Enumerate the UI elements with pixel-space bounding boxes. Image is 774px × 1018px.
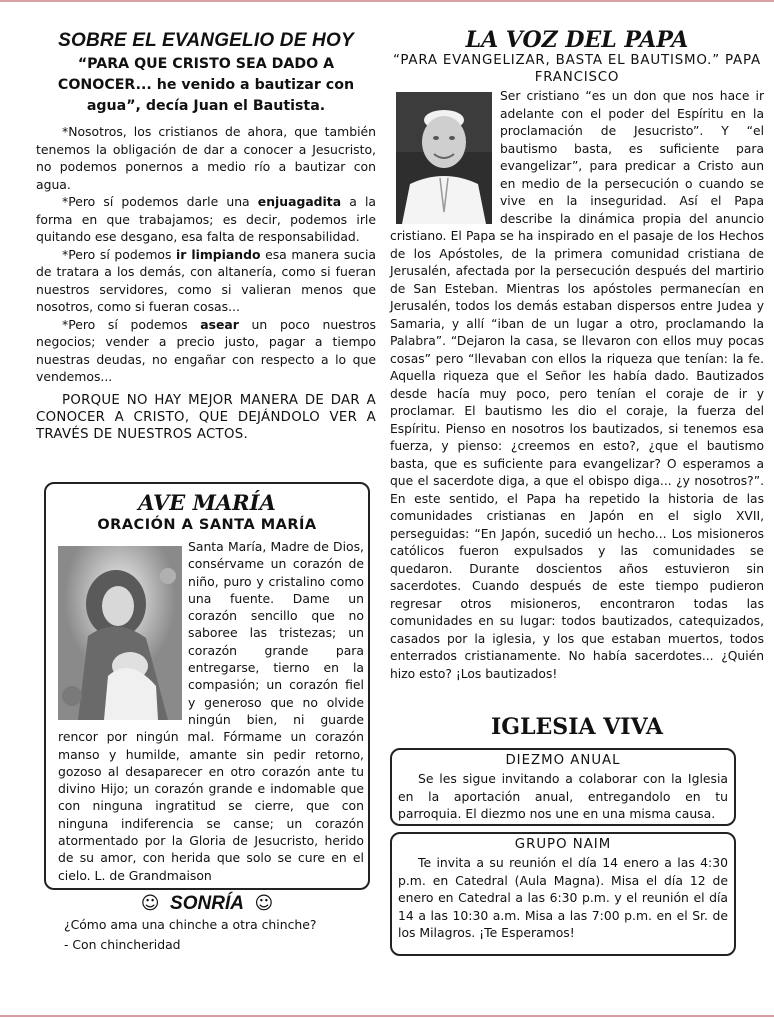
evangelio-quote: “PARA QUE CRISTO SEA DADO A CONOCER... he venido a bautizar con agua”, decía Juan el Bautista. bbox=[57, 56, 355, 114]
grupo-naim-title: GRUPO NAIM bbox=[514, 837, 612, 852]
diezmo-text: Se les sigue invitando a colaborar con la Iglesia en la aportación anual, entregandolo en tu parroquia. El diezmo nos une en una misma causa. bbox=[398, 771, 728, 822]
diezmo-box bbox=[390, 748, 736, 826]
smiley-icon: ☺ bbox=[140, 893, 160, 914]
bottom-border bbox=[0, 1015, 774, 1017]
sonria-heading: SONRÍA bbox=[170, 893, 244, 914]
evangelio-title: SOBRE EL EVANGELIO DE HOY bbox=[58, 30, 354, 51]
pope-francis-photo bbox=[396, 92, 492, 224]
ave-maria-title: AVE MARÍA bbox=[138, 490, 276, 515]
evangelio-closing: PORQUE NO HAY MEJOR MANERA DE DAR A CONOCER A CRISTO, QUE DEJÁNDOLO VER A TRAVÉS DE NUESTROS ACTOS. bbox=[36, 392, 376, 442]
evangelio-paragraph: *Pero sí podemos asear un poco nuestros negocios; vender a precio justo, pagar a tiempo nuestras deudas, no engañar con respecto a lo que vendemos... bbox=[36, 316, 376, 384]
evangelio-paragraph: *Pero sí podemos ir limpiando esa manera sucia de tratara a los demás, con altanería, como si fueran nuestros servidores, como si valieran menos que nosotros, como si fueran cosas... bbox=[36, 246, 376, 314]
voz-del-papa-subtitle: “PARA EVANGELIZAR, BASTA EL BAUTISMO.” PAPA FRANCISCO bbox=[393, 53, 761, 85]
grupo-naim-box bbox=[390, 832, 736, 956]
ave-maria-box bbox=[44, 482, 370, 890]
evangelio-section bbox=[36, 30, 376, 443]
grupo-naim-text: Te invita a su reunión el día 14 enero a las 4:30 p.m. en Catedral (Aula Magna). Misa el día 12 de enero en Catedral a las 6:30 p.m. y el reunión el día 14 a las 10:30 a.m. Misa a las 7:00 p.m. en el Sr. de los Milagros. ¡Te Esperamos! bbox=[398, 855, 728, 941]
virgin-mary-image bbox=[58, 546, 182, 720]
voz-del-papa-article: Ser cristiano “es un don que nos hace ir adelante con el poder del Espíritu en la proclamación de Jesucristo”. Y “el bautismo basta, es suficiente para evangelizar”, para predicar a Cristo aun en medio de la persecución o cuando se vive en la inseguridad. Así el Papa describe la dinámica propia del anuncio cristiano. El Papa se ha inspirado en el pasaje de los Hechos de los Apóstoles, de la primera comunidad cristiana de Jerusalén, afectada por la persecución después del martirio de San Esteban. Mientras los apóstoles permanecían en Jerusalén, todos los demás estaban dispersos entre Judea y Samaria, y allí “iban de un lugar a otro, proclamando la Palabra”. “Dejaron la casa, se llevaron con ellos muy pocas cosas” pero “llevaban con ellos la riqueza que tenían: la fe. Aquella riqueza que el Señor les había dado. Bautizados desde hacía muy poco, pero tenían el coraje de ir y proclamar. El bautismo les dio el coraje, la fuerza del Espíritu. Pienso en nosotros los bautizados, si tenemos esa fuerza, y pienso: ¿creemos en esto?, ¿que el bautismo basta, que es suficiente para evangelizar? O esperamos a que el sacerdote diga, a que el obispo diga... ¿y nosotros?”. En este sentido, el Papa ha repetido la historia de las comunidades cristianas en Japón en el siglo XVII, perseguidas: “En Japón, sucedió un hecho... Los misioneros católicos fueron expulsados y las comunidades se quedaron. Durante doscientos años estuvieron sin sacerdotes. Cuando después de este tiempo pudieron regresar otros misioneros, encontraron todas las comunidades en su lugar: todos bautizados, catequizados, casados por la iglesia, y los que estaban muertos, todos enterrados cristianamente. No había sacerdotes... ¿Quién hizo esto? ¡Los bautizados! bbox=[390, 89, 764, 681]
evangelio-paragraph: *Nosotros, los cristianos de ahora, que también tenemos la obligación de dar a conocer a Jesucristo, no podemos ponernos a medio río a bautizar con agua. bbox=[36, 124, 376, 192]
joke-question: ¿Cómo ama una chinche a otra chinche? bbox=[64, 917, 317, 932]
smiley-icon: ☺ bbox=[254, 893, 274, 914]
joke-answer: - Con chincheridad bbox=[64, 937, 181, 952]
diezmo-title: DIEZMO ANUAL bbox=[505, 753, 621, 768]
evangelio-paragraph: *Pero sí podemos darle una enjuagadita a la forma en que trabajamos; es decir, podemos irle quitando ese desgano, esa falta de responsabilidad. bbox=[36, 194, 376, 244]
voz-del-papa-title: LA VOZ DEL PAPA bbox=[465, 27, 689, 53]
ave-maria-subtitle: ORACIÓN A SANTA MARÍA bbox=[97, 517, 317, 533]
voz-del-papa-section bbox=[390, 28, 764, 683]
ave-maria-prayer: Santa María, Madre de Dios, consérvame un corazón de niño, puro y cristalino como una fuente. Dame un corazón sencillo que no saboree las tristezas; un corazón grande para entregarse, tierno en la compasión; un corazón fiel y generoso que no olvide ningún bien, ni guarde rencor por ningún mal. Fórmame un corazón manso y humilde, amante sin pedir retorno, gozoso al desaparecer en otro corazón ante tu divino Hijo; un corazón grande e indomable que con ninguna ingratitud se cierre, que con ninguna indiferencia se canse; un corazón atormentado por la Gloria de Jesucristo, herido de su amor, con herida que solo se cure en el cielo. L. de Grandmaison bbox=[58, 539, 364, 883]
iglesia-viva-title: IGLESIA VIVA bbox=[490, 714, 663, 740]
sonria-title bbox=[44, 893, 370, 915]
top-border bbox=[0, 0, 774, 2]
